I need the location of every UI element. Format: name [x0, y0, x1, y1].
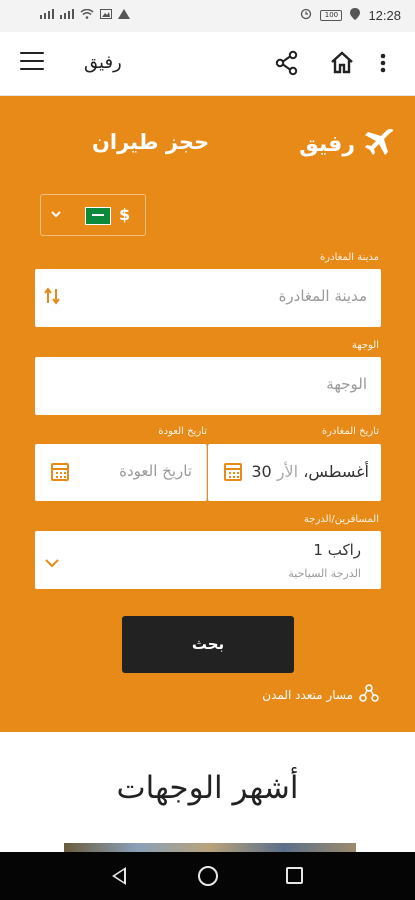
recent-apps-icon[interactable] [286, 867, 303, 884]
calendar-icon [51, 463, 69, 481]
departure-date-value [251, 462, 369, 481]
multi-city-link[interactable] [262, 684, 379, 705]
brand-name: رفيق [299, 131, 355, 157]
wifi-icon [80, 8, 94, 22]
return-date-placeholder: تاريخ العودة [119, 462, 192, 480]
home-circle-icon[interactable] [198, 866, 218, 886]
departure-date-field[interactable] [208, 444, 381, 501]
airplane-icon [363, 126, 395, 162]
image-icon [100, 8, 112, 22]
calendar-icon [224, 463, 242, 481]
chevron-down-icon [45, 553, 59, 572]
currency-symbol: $ [119, 205, 131, 224]
destination-field[interactable] [35, 357, 381, 415]
app-title: رفيق [84, 52, 122, 73]
departure-city-label: مدينة المغادرة [320, 252, 379, 263]
departure-date-label: تاريخ المغادرة [321, 426, 379, 437]
status-icons-right [300, 8, 401, 23]
signal-icon-2 [60, 8, 74, 22]
popular-destinations-title: أشهر الوجهات [116, 770, 299, 806]
status-bar [0, 0, 415, 32]
search-button[interactable]: بحث [122, 616, 294, 673]
back-icon[interactable] [112, 867, 126, 885]
travelers-class-selector[interactable] [35, 531, 381, 589]
home-icon[interactable] [329, 50, 355, 76]
multi-city-label: مسار متعدد المدن [262, 687, 353, 702]
departure-date-text: 30 أغسطس، [251, 462, 369, 481]
hamburger-menu-icon[interactable] [20, 52, 44, 74]
class-value: الدرجة السياحية [288, 567, 361, 580]
travelers-value: 1 راكب [313, 541, 361, 559]
battery-icon: 100 [320, 10, 342, 21]
swap-arrows-icon[interactable] [43, 287, 61, 310]
route-icon [359, 684, 379, 705]
departure-city-field[interactable] [35, 269, 381, 327]
alert-icon [118, 8, 130, 22]
location-icon [350, 8, 360, 23]
saudi-flag-icon [85, 207, 111, 225]
destination-placeholder: الوجهة [326, 375, 367, 393]
departure-date-day: الأر [276, 462, 299, 481]
page-title: حجز طيران [92, 130, 210, 154]
share-icon[interactable] [274, 50, 300, 76]
signal-icon [40, 8, 54, 22]
alarm-icon [300, 8, 312, 23]
more-options-icon[interactable] [378, 50, 388, 76]
currency-selector[interactable] [40, 194, 146, 236]
app-bar [0, 32, 415, 96]
destination-label: الوجهة [351, 340, 379, 351]
booking-panel [0, 96, 415, 732]
system-nav-bar [0, 852, 415, 900]
return-date-label: تاريخ العودة [158, 426, 207, 437]
chevron-down-icon [51, 207, 61, 221]
clock-text: 12:28 [368, 8, 401, 23]
status-icons-left [40, 8, 130, 22]
brand-logo [299, 126, 395, 162]
departure-city-placeholder: مدينة المغادرة [278, 287, 367, 305]
return-date-field[interactable] [35, 444, 207, 501]
travelers-class-label: المسافرين/الدرجة [303, 514, 379, 525]
